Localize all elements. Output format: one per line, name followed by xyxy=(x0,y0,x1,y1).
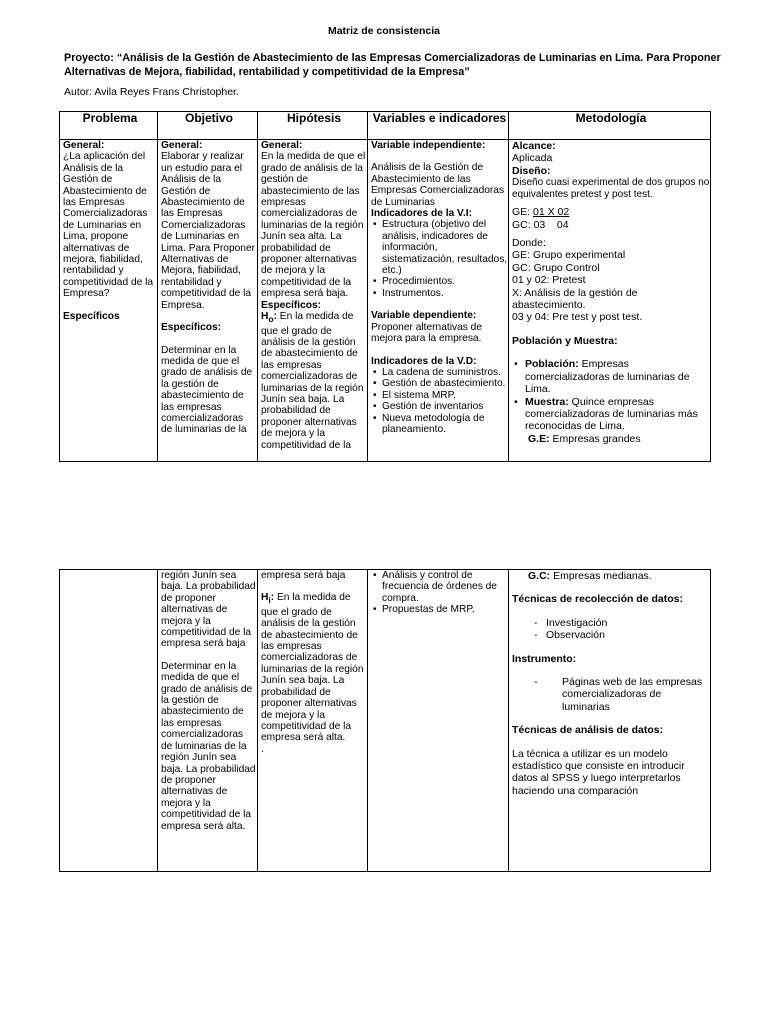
problema-especificos-label: Específicos xyxy=(63,310,120,322)
hipotesis-h0 xyxy=(261,311,367,451)
ind-vd-label: Indicadores de la V.D: xyxy=(371,355,477,367)
list-item xyxy=(512,358,710,395)
list-item: • Gestión de inventarios xyxy=(371,401,508,412)
hipotesis-general-text: En la medida de que el grado de análisis de la gestión de abastecimiento de las empresas comercializadoras de luminarias de la región Junín sea alta. La probabilidad de proponer alternativas de mejora y la competitividad de la empresa será baja. xyxy=(261,151,366,300)
problema-general-label: General: xyxy=(63,140,105,151)
list-item: • Instrumentos. xyxy=(371,288,508,299)
objetivo-general-label: General: xyxy=(161,140,203,151)
muestra-item-text: Quince empresas comercializadoras de luminarias más reconocidas de Lima. xyxy=(525,395,698,433)
muestra-item-label: Muestra: xyxy=(525,395,569,408)
h1-text: En la medida de que el grado de análisis de la gestión de abastecimiento de las empresas comercializadoras de luminarias de la región Junín sea baja. La probabilidad de proponer alternativas de mejora y la competitividad de la empresa será alta. xyxy=(261,592,364,744)
table-row xyxy=(60,570,711,872)
h0-text: En la medida de que el grado de análisis de la gestión de abastecimiento de las empresas comercializadoras de luminarias de la región Junín sea baja. La probabilidad de proponer alternativas de mejora y la competitividad de la xyxy=(261,311,364,451)
problema-general-text: ¿La aplicación del Análisis de la Gestión de Abastecimiento de las Empresas Comercializadoras de Luminarias en Lima, propone alternativas de mejora, fiabilidad, rentabilidad y competitividad de la Empresa? xyxy=(63,151,154,300)
definition-line: 03 y 04: Pre test y post test. xyxy=(512,311,643,324)
tecnicas-recoleccion-label: Técnicas de recolección de datos: xyxy=(512,593,683,606)
gc-group-label: G.C: xyxy=(528,570,551,582)
diseno-label: Diseño: xyxy=(512,164,551,177)
document-title: Matriz de consistencia xyxy=(327,25,441,37)
h1-colon: : xyxy=(270,592,275,604)
ind-vd-list-cont xyxy=(371,570,508,616)
header-metodologia: Metodología xyxy=(509,112,711,140)
metodologia-cell-cont xyxy=(509,570,711,872)
hipotesis-cell-cont xyxy=(258,570,368,872)
metodologia-cell xyxy=(509,140,711,462)
list-item: • Análisis y control de frecuencia de órdenes de compra. xyxy=(371,570,508,604)
h1-subscript: i xyxy=(268,595,271,606)
objetivo-especifico-2: Determinar en la medida de que el grado de análisis de la gestión de abastecimiento de las empresas comercializadoras de luminarias de la región Junín sea baja. La probabilidad de proponer alternativas de mejora y la competitividad de la empresa será alta. xyxy=(161,660,256,832)
alcance-label: Alcance: xyxy=(512,140,556,152)
vi-label: Variable independiente: xyxy=(371,140,486,151)
tecnicas-analisis-text: La técnica a utilizar es un modelo estadístico que consiste en introducir datos al SPSS y luego interpretarlos haciendo una comparación xyxy=(512,747,685,797)
list-item: - Investigación xyxy=(512,617,710,629)
hipotesis-h0-cont: empresa será baja xyxy=(261,570,346,581)
h0-subscript: o xyxy=(268,314,274,325)
gc-group-text: Empresas medianas. xyxy=(550,570,652,582)
header-hipotesis: Hipótesis xyxy=(258,112,368,140)
tecnicas-analisis-label: Técnicas de análisis de datos: xyxy=(512,724,664,737)
objetivo-especificos-label: Específicos: xyxy=(161,322,222,334)
ge-formula: 01 X 02 xyxy=(533,206,570,219)
vd-label: Variable dependiente: xyxy=(371,310,477,322)
poblacion-muestra-label: Población y Muestra: xyxy=(512,334,618,347)
vd-text: Proponer alternativas de mejora para la empresa. xyxy=(371,321,482,345)
definition-line: X: Análisis de la gestión de abastecimiento. xyxy=(512,286,638,312)
problema-cell-cont xyxy=(60,570,158,872)
list-item: • Estructura (objetivo del análisis, indicadores de información, sistematización, resultados, etc.) xyxy=(371,219,508,276)
h0-label: H xyxy=(261,311,269,323)
hipotesis-especificos-label: Específicos: xyxy=(261,299,322,311)
hipotesis-h1 xyxy=(261,592,367,743)
project-label: Proyecto: xyxy=(64,52,117,64)
list-item: • Nueva metodología de planeamiento. xyxy=(371,413,508,436)
definition-line: GC: Grupo Control xyxy=(512,261,600,274)
objetivo-general-text: Elaborar y realizar un estudio para el Análisis de la Gestión de Abastecimiento de las Empresas Comercializadoras de Luminarias en Lima. Para Proponer Alternativas de Mejora, fiabilidad, rentabilidad y competitividad de la Empresa. xyxy=(161,151,256,311)
header-variables: Variables e indicadores xyxy=(368,112,509,140)
definition-line: 01 y 02: Pretest xyxy=(512,274,586,287)
vi-text: Análisis de la Gestión de Abastecimiento de las Empresas Comercializadoras de Luminarias xyxy=(371,162,505,208)
list-item: • La cadena de suministros. xyxy=(371,367,508,378)
poblacion-item-text: Empresas comercializadoras de luminarias de Lima. xyxy=(525,358,690,396)
objetivo-cell-cont xyxy=(158,570,258,872)
variables-cell-cont xyxy=(368,570,509,872)
objetivo-cell xyxy=(158,140,258,462)
hipotesis-cell xyxy=(258,140,368,462)
diseno-text: Diseño cuasi experimental de dos grupos no equivalentes pretest y post test. xyxy=(512,177,710,200)
table-header-row xyxy=(60,112,711,140)
list-item xyxy=(512,396,710,433)
header-problema: Problema xyxy=(60,112,158,140)
project-title xyxy=(64,51,724,79)
list-item: • Gestión de abastecimiento. xyxy=(371,378,508,389)
poblacion-list xyxy=(512,358,710,432)
author-line: Autor: Avila Reyes Frans Christopher. xyxy=(64,86,239,98)
header-objetivo: Objetivo xyxy=(158,112,258,140)
h0-colon: : xyxy=(273,311,277,323)
donde-label: Donde: xyxy=(512,237,546,250)
hipotesis-trailing: . xyxy=(261,743,264,755)
objetivo-especifico-1-cont: región Junín sea baja. La probabilidad de proponer alternativas de mejora y la competitividad de la empresa será baja xyxy=(161,570,256,650)
h1-label: H xyxy=(261,592,269,604)
ind-vd-list xyxy=(371,367,508,435)
problema-cell xyxy=(60,140,158,462)
list-item: - Observación xyxy=(512,629,710,641)
objetivo-especifico-1: Determinar en la medida de que el grado de análisis de la gestión de abastecimiento de las empresas comercializadoras de luminarias de la xyxy=(161,344,253,436)
ge-formula-line xyxy=(512,206,710,218)
gc-group-line xyxy=(512,570,710,582)
gc-formula-line: GC: 03 04 xyxy=(512,218,569,231)
ge-group-text: Empresas grandes xyxy=(549,432,641,445)
ge-group-line xyxy=(512,433,710,445)
list-item: - Páginas web de las empresas comercializadoras de luminarias xyxy=(512,676,710,713)
poblacion-item-label: Población: xyxy=(525,358,579,371)
consistency-matrix-table xyxy=(59,111,711,462)
ge-prefix: GE: xyxy=(512,206,534,219)
list-item: • Procedimientos. xyxy=(371,276,508,287)
ind-vi-list xyxy=(371,219,508,299)
list-item: • Propuestas de MRP. xyxy=(371,604,508,615)
table-row xyxy=(60,140,711,462)
ind-vi-label: Indicadores de la V.I: xyxy=(371,208,472,220)
project-name: “Análisis de la Gestión de Abastecimiento de las Empresas Comercializadoras de Luminarias en Lima. Para Proponer Alternativas de Mejora, fiabilidad, rentabilidad y competitividad de la Empresa” xyxy=(64,52,721,78)
instrumento-label: Instrumento: xyxy=(512,652,577,665)
list-item: • El sistema MRP. xyxy=(371,390,508,401)
variables-cell xyxy=(368,140,509,462)
consistency-matrix-table-continued xyxy=(59,569,711,872)
definition-line: GE: Grupo experimental xyxy=(512,249,626,262)
hipotesis-general-label: General: xyxy=(261,140,303,151)
alcance-text: Aplicada xyxy=(512,152,553,165)
ge-group-label: G.E: xyxy=(528,432,550,445)
